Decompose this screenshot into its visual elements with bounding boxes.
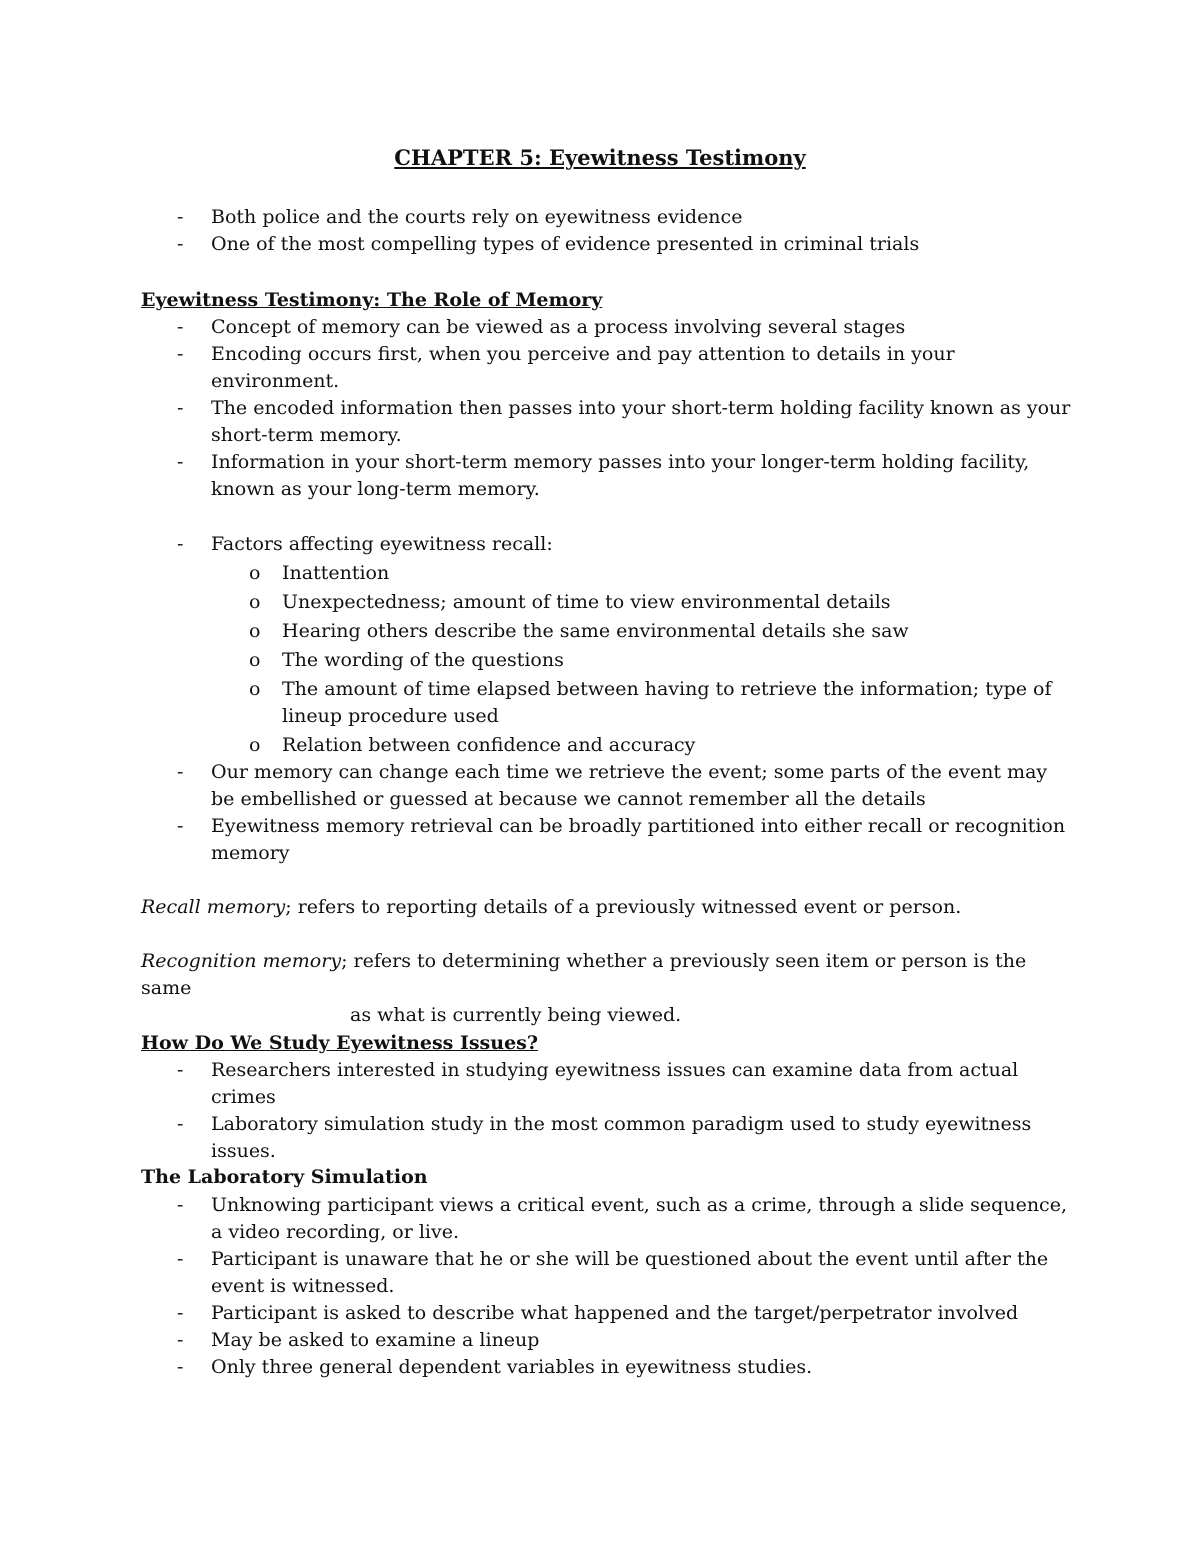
list-item: - The encoded information then passes into your short-term holding facility known as your short-term memory. bbox=[141, 395, 1071, 449]
list-item: - May be asked to examine a lineup bbox=[141, 1327, 1071, 1354]
list-item: - Unknowing participant views a critical event, such as a crime, through a slide sequence, a video recording, or live. bbox=[141, 1192, 1071, 1246]
study-list bbox=[141, 1057, 1071, 1165]
recognition-definition bbox=[141, 948, 1071, 1029]
recall-text: ; refers to reporting details of a previously witnessed event or person. bbox=[285, 896, 962, 918]
list-item: - Both police and the courts rely on eyewitness evidence bbox=[141, 204, 1071, 231]
list-item: - Concept of memory can be viewed as a process involving several stages bbox=[141, 314, 1071, 341]
section-heading-study-issues: How Do We Study Eyewitness Issues? bbox=[141, 1032, 538, 1054]
sublist-item: o The amount of time elapsed between having to retrieve the information; type of lineup procedure used bbox=[211, 676, 1071, 730]
section-heading-role-of-memory: Eyewitness Testimony: The Role of Memory bbox=[141, 289, 603, 311]
sublist-item: o Inattention bbox=[211, 560, 1071, 587]
sublist-item: o Unexpectedness; amount of time to view environmental details bbox=[211, 589, 1071, 616]
factors-sublist bbox=[211, 560, 1071, 759]
list-item-factors bbox=[141, 531, 1071, 759]
sublist-item: o Hearing others describe the same environmental details she saw bbox=[211, 618, 1071, 645]
recall-definition bbox=[141, 894, 1071, 921]
recognition-continuation: as what is currently being viewed. bbox=[350, 1004, 682, 1026]
simulation-list bbox=[141, 1192, 1071, 1381]
sublist-item: o Relation between confidence and accuracy bbox=[211, 732, 1071, 759]
intro-list bbox=[141, 204, 1071, 258]
list-item: - Eyewitness memory retrieval can be broadly partitioned into either recall or recognition memory bbox=[141, 813, 1071, 867]
factors-label: Factors affecting eyewitness recall: bbox=[211, 533, 553, 555]
list-item: - Information in your short-term memory passes into your longer-term holding facility, known as your long-term memory. bbox=[141, 449, 1071, 503]
recognition-term: Recognition memory bbox=[141, 950, 342, 972]
list-item: - Researchers interested in studying eyewitness issues can examine data from actual crimes bbox=[141, 1057, 1071, 1111]
list-item: - Participant is unaware that he or she will be questioned about the event until after the event is witnessed. bbox=[141, 1246, 1071, 1300]
section-heading-lab-simulation: The Laboratory Simulation bbox=[141, 1166, 428, 1188]
list-item: - Laboratory simulation study in the most common paradigm used to study eyewitness issues. bbox=[141, 1111, 1071, 1165]
list-item: - Our memory can change each time we retrieve the event; some parts of the event may be embellished or guessed at because we cannot remember all the details bbox=[141, 759, 1071, 813]
list-item: - Encoding occurs first, when you perceive and pay attention to details in your environment. bbox=[141, 341, 1071, 395]
list-item: - Only three general dependent variables in eyewitness studies. bbox=[141, 1354, 1071, 1381]
recall-term: Recall memory bbox=[141, 896, 286, 918]
page-title: CHAPTER 5: Eyewitness Testimony bbox=[394, 145, 806, 170]
list-item: - Participant is asked to describe what happened and the target/perpetrator involved bbox=[141, 1300, 1071, 1327]
sublist-item: o The wording of the questions bbox=[211, 647, 1071, 674]
recognition-text: ; refers to determining whether a previously seen item or person is the same bbox=[141, 950, 1027, 999]
memory-list bbox=[141, 314, 1071, 867]
list-item: - One of the most compelling types of evidence presented in criminal trials bbox=[141, 231, 1071, 258]
